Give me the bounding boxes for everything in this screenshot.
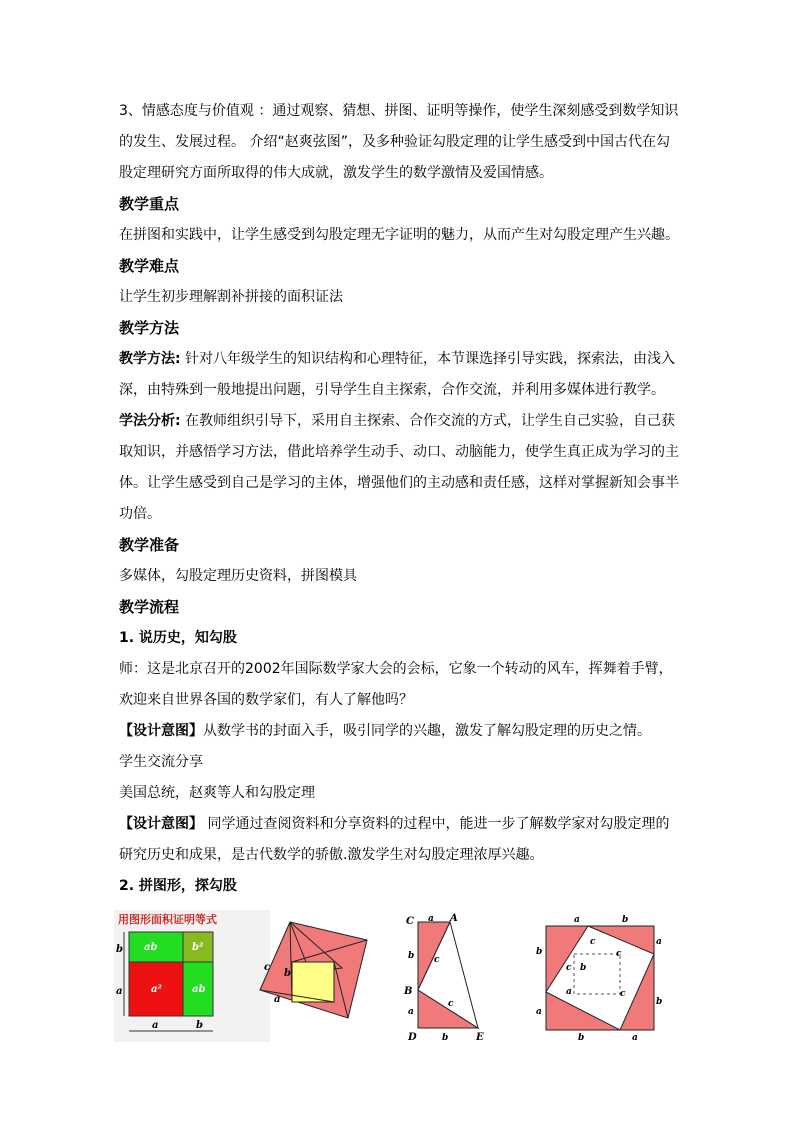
intro-paragraph: 3、情感态度与价值观 ：通过观察、猜想、拼图、证明等操作，使学生深刻感受到数学知识的发生、发展过程。 介绍“赵爽弦图”，及多种验证勾股定理的让学生感受到中国古代在勾股定理研究方面所取得的伟大成就，激发学生的数学激情及爱国情感。 bbox=[119, 103, 679, 181]
learning-method-label: 学法分析: bbox=[119, 413, 181, 429]
section1-share: 学生交流分享 bbox=[119, 754, 203, 770]
label-c3: c bbox=[566, 963, 572, 973]
label-b-right: b bbox=[656, 997, 663, 1007]
label-b-inner: b bbox=[580, 963, 587, 973]
four-triangle-figure bbox=[528, 910, 668, 1042]
label-c-upper: c bbox=[434, 955, 440, 965]
design-intent-label: 【设计意图】 bbox=[119, 723, 203, 739]
teaching-method-label: 教学方法: bbox=[119, 351, 181, 367]
label-b-top: b bbox=[622, 915, 629, 925]
flow-heading: 教学流程 bbox=[119, 598, 180, 616]
figures-row bbox=[0, 910, 794, 1050]
learning-method-text: 在教师组织引导下，采用自主探索、合作交流的方式，让学生自己实验，自己获取知识，并感悟学习方法，借此培养学生动手、动口、动脑能力，使学生真正成为学习的主体。让学生感受到自己是学习的主体，增强他们的主动感和责任感，这样对掌握新知会事半功倍。 bbox=[119, 413, 679, 522]
point-D: D bbox=[408, 1032, 417, 1042]
section1-title: 1. 说历史，知勾股 bbox=[119, 630, 237, 646]
label-c1: c bbox=[590, 937, 596, 947]
figure-title: 用图形面积证明等式 bbox=[118, 913, 217, 926]
label-a: a bbox=[274, 994, 281, 1005]
side-a-label: a bbox=[116, 986, 123, 997]
label-c2: c bbox=[616, 949, 622, 959]
bottom-a-label: a bbox=[152, 1020, 159, 1031]
label-b-bottom: b bbox=[442, 1033, 449, 1042]
label-a-squared: a² bbox=[151, 984, 162, 995]
section1-people: 美国总统，赵爽等人和勾股定理 bbox=[119, 785, 315, 801]
label-a-top: a bbox=[428, 914, 434, 924]
label-c-lower: c bbox=[448, 999, 454, 1009]
label-b-squared: b² bbox=[192, 942, 204, 953]
point-C: C bbox=[406, 916, 414, 927]
methods-heading: 教学方法 bbox=[119, 319, 180, 337]
teaching-method-paragraph bbox=[119, 344, 679, 406]
label-ab-top: ab bbox=[144, 942, 158, 953]
label-c: c bbox=[264, 962, 271, 973]
point-E: E bbox=[476, 1032, 484, 1042]
prep-text: 多媒体，勾股定理历史资料，拼图模具 bbox=[119, 568, 357, 584]
design-intent-text: 从数学书的封面入手，吸引同学的兴趣，激发了解勾股定理的历史之情。 bbox=[203, 723, 651, 739]
point-A: A bbox=[450, 913, 458, 924]
label-a-right: a bbox=[656, 937, 662, 947]
section1-teacher: 师：这是北京召开的2002年国际数学家大会的会标，它象一个转动的风车，挥舞着手臂，欢迎来自世界各国的数学家们，有人了解他吗？ bbox=[119, 661, 673, 708]
area-proof-figure bbox=[114, 910, 270, 1042]
zhao-shuang-figure bbox=[252, 910, 384, 1032]
label-a-left: a bbox=[408, 1007, 414, 1017]
document-body bbox=[119, 96, 679, 902]
section1-design-intent-2 bbox=[119, 809, 679, 871]
key-points-heading: 教学重点 bbox=[119, 195, 180, 213]
section2-title: 2. 拼图形，探勾股 bbox=[119, 878, 237, 894]
difficulty-text: 让学生初步理解割补拼接的面积证法 bbox=[119, 289, 343, 305]
prep-heading: 教学准备 bbox=[119, 536, 180, 554]
trapezoid-figure bbox=[400, 910, 490, 1042]
label-c4: c bbox=[620, 989, 626, 999]
section1-design-intent bbox=[119, 716, 679, 747]
label-b: b bbox=[284, 968, 291, 979]
key-points-text: 在拼图和实践中，让学生感受到勾股定理无字证明的魅力，从而产生对勾股定理产生兴趣。 bbox=[119, 227, 679, 243]
label-b-left: b bbox=[536, 947, 543, 957]
label-a-bottom: a bbox=[632, 1033, 638, 1042]
teaching-method-text: 针对八年级学生的知识结构和心理特征，本节课选择引导实践，探索法，由浅入深，由特殊到一般地提出问题，引导学生自主探索，合作交流，并利用多媒体进行教学。 bbox=[119, 351, 676, 398]
label-a-left: a bbox=[536, 1007, 542, 1017]
label-a-inner: a bbox=[566, 987, 572, 997]
side-b-label: b bbox=[116, 944, 123, 955]
design-intent-text-2: 同学通过查阅资料和分享资料的过程中，能进一步了解数学家对勾股定理的研究历史和成果，是古代数学的骄傲.激发学生对勾股定理浓厚兴趣。 bbox=[119, 816, 670, 863]
label-b-left: b bbox=[408, 951, 415, 961]
label-ab-bottom: ab bbox=[192, 984, 206, 995]
label-b-bottom: b bbox=[578, 1033, 585, 1042]
learning-method-paragraph bbox=[119, 406, 679, 530]
bottom-b-label: b bbox=[196, 1020, 203, 1031]
label-a-top: a bbox=[574, 915, 580, 925]
difficulty-heading: 教学难点 bbox=[119, 257, 180, 275]
point-B: B bbox=[404, 986, 413, 997]
design-intent-label-2: 【设计意图】 bbox=[119, 816, 203, 832]
